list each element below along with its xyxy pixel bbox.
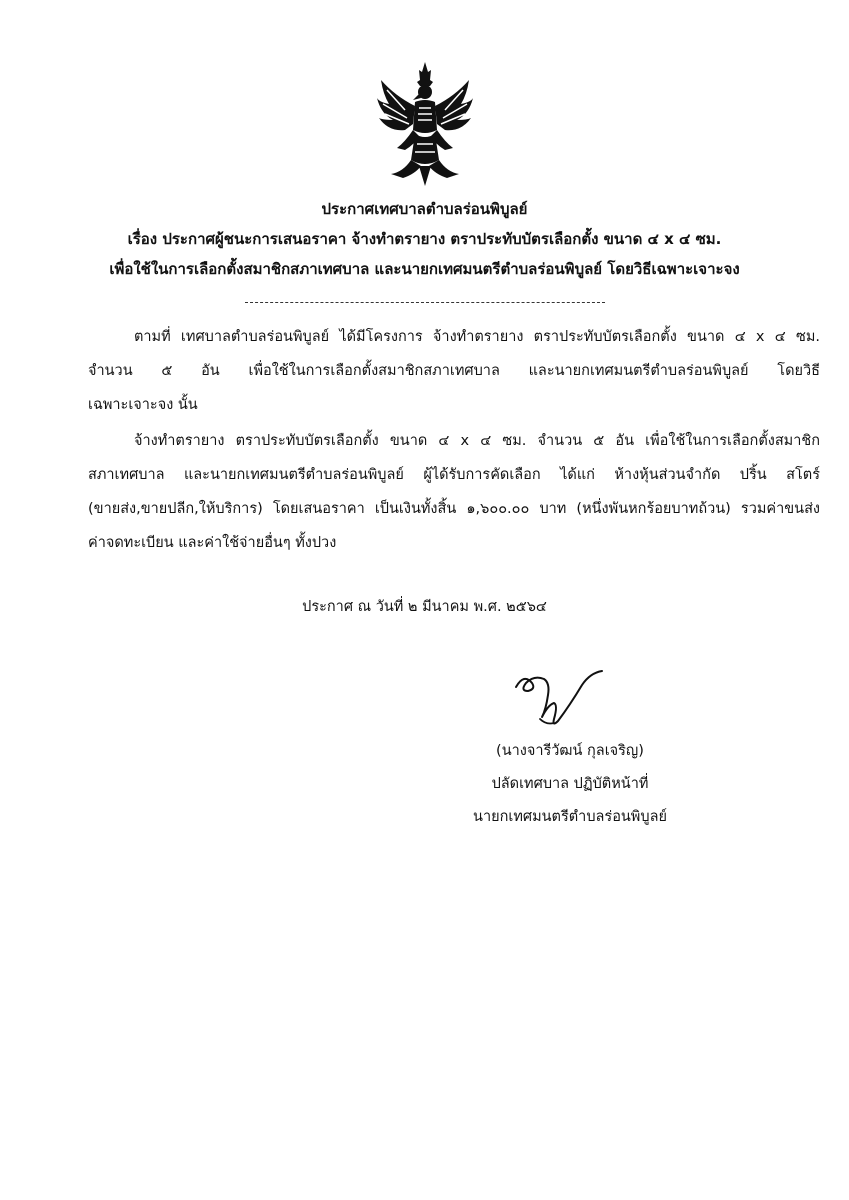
signature-block — [440, 735, 700, 834]
paragraph-1-line: จำนวน ๕ อัน เพื่อใช้ในการเลือกตั้งสมาชิกสภาเทศบาล และนายกเทศมนตรีตำบลร่อนพิบูลย์ โดยวิธี — [88, 363, 820, 379]
paragraph-2-line: (ขายส่ง,ขายปลีก,ให้บริการ) โดยเสนอราคา เป็นเงินทั้งสิ้น ๑,๖๐๐.๐๐ บาท (หนึ่งพันหกร้อยบาทถ้วน) รวมค่าขนส่ง — [88, 501, 820, 517]
paragraph-1-line: เฉพาะเจาะจง นั้น — [88, 397, 198, 413]
subject-line-1: เรื่อง ประกาศผู้ชนะการเสนอราคา จ้างทำตรายาง ตราประทับบัตรเลือกตั้ง ขนาด ๔ x ๔ ซม. — [127, 230, 722, 248]
paragraph-2-line: จ้างทำตรายาง ตราประทับบัตรเลือกตั้ง ขนาด ๔ x ๔ ซม. จำนวน ๕ อัน เพื่อใช้ในการเลือกตั้งสมาชิก — [134, 433, 820, 449]
signatory-position: นายกเทศมนตรีตำบลร่อนพิบูลย์ — [473, 809, 667, 825]
paragraph-2 — [88, 424, 820, 560]
paragraph-1-line: ตามที่ เทศบาลตำบลร่อนพิบูลย์ ได้มีโครงการ จ้างทำตรายาง ตราประทับบัตรเลือกตั้ง ขนาด ๔ x ๔ ซม. — [134, 329, 820, 345]
subject-line-2: เพื่อใช้ในการเลือกตั้งสมาชิกสภาเทศบาล และนายกเทศมนตรีตำบลร่อนพิบูลย์ โดยวิธีเฉพาะเจาะจง — [109, 260, 740, 278]
signatory-position: ปลัดเทศบาล ปฏิบัติหน้าที่ — [491, 776, 649, 792]
paragraph-2-line: สภาเทศบาล และนายกเทศมนตรีตำบลร่อนพิบูลย์ ผู้ได้รับการคัดเลือก ได้แก่ ห้างหุ้นส่วนจำกัด ปริ้น สโตร์ — [88, 467, 820, 483]
divider — [245, 302, 605, 303]
garuda-emblem-icon — [375, 60, 475, 190]
announcement-date: ประกาศ ณ วันที่ ๒ มีนาคม พ.ศ. ๒๕๖๔ — [302, 599, 547, 615]
issuer-heading: ประกาศเทศบาลตำบลร่อนพิบูลย์ — [321, 200, 528, 218]
paragraph-1 — [88, 320, 820, 422]
signature-icon — [510, 665, 610, 735]
paragraph-2-line: ค่าจดทะเบียน และค่าใช้จ่ายอื่นๆ ทั้งปวง — [88, 535, 337, 551]
signatory-name: (นางจารีวัฒน์ กุลเจริญ) — [496, 743, 644, 759]
